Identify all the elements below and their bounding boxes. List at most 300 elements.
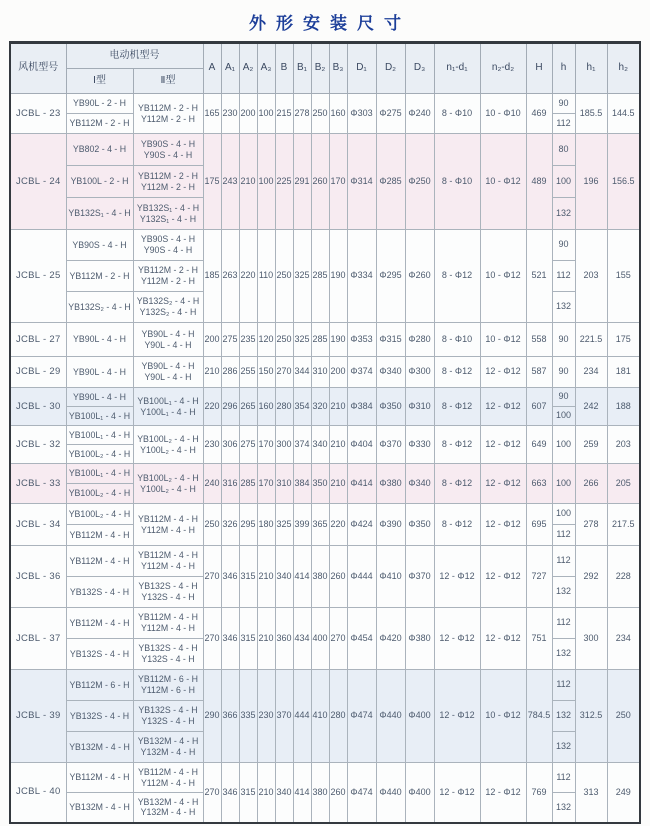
motor-model-line: YB112M - 2 - H [138,102,198,113]
motor-type2-cell [133,608,203,639]
dim-value-cell-10: Φ310 [405,388,434,426]
dim-value-cell-6: 320 [311,388,329,426]
col-header-dim-12: n₂-d₂ [480,43,526,94]
motor-model-line: Y112M - 4 - H [140,561,196,571]
col-header-dim-5: B₁ [293,43,311,94]
h-value-cell: 100 [552,407,575,426]
motor-model-line: Y132S₁ - 4 - H [139,213,197,224]
dim-value-cell-1: 296 [221,388,239,426]
h2-value-cell: 228 [607,546,640,608]
h1-value-cell: 312.5 [575,670,607,763]
motor-model-line: YB90L - 4 - H [141,328,195,339]
dim-value-cell-8: Φ444 [347,546,376,608]
col-header-dim-3: A₃ [257,43,275,94]
motor-type1-cell: YB132S₂ - 4 - H [66,292,133,323]
fan-model-cell: JCBL - 33 [10,464,66,504]
col-header-dim-13: H [526,43,552,94]
motor-model-line: YB100L₂ - 4 - H [137,433,199,444]
fan-model-cell: JCBL - 34 [10,504,66,546]
dim-value-cell-4: 250 [275,323,293,357]
motor-type1-cell: YB132S - 4 - H [66,577,133,608]
dim-value-cell-1: 306 [221,426,239,464]
dim-value-cell-13: 649 [526,426,552,464]
dim-value-cell-4: 225 [275,134,293,230]
motor-model-line: YB112M - 2 - H [138,170,198,181]
dim-value-cell-3: 230 [257,670,275,763]
dim-value-cell-8: Φ424 [347,504,376,546]
dim-value-cell-11: 8 - Φ12 [434,464,480,504]
motor-type2-cell [133,94,203,134]
h-value-cell: 90 [552,357,575,388]
motor-type1-cell: YB90L - 4 - H [66,388,133,407]
motor-type1-cell: YB112M - 4 - H [66,763,133,793]
motor-model-line: Y100L₁ - 4 - H [140,406,196,417]
dim-value-cell-12: 12 - Φ12 [480,546,526,608]
dim-value-cell-12: 12 - Φ12 [480,464,526,504]
dim-value-cell-7: 210 [329,388,347,426]
dim-value-cell-2: 275 [239,426,257,464]
dim-value-cell-4: 215 [275,94,293,134]
fan-model-cell: JCBL - 40 [10,763,66,823]
dim-value-cell-4: 340 [275,763,293,823]
dim-value-cell-6: 260 [311,134,329,230]
h-value-cell: 132 [552,701,575,732]
motor-type2-cell [133,464,203,504]
dim-value-cell-9: Φ275 [376,94,405,134]
motor-type1-cell: YB802 - 4 - H [66,134,133,166]
dim-value-cell-6: 400 [311,608,329,670]
motor-type2-cell [133,732,203,763]
dim-value-cell-3: 160 [257,388,275,426]
motor-model-line: Y132M - 4 - H [140,747,196,757]
h-value-cell: 132 [552,198,575,230]
dim-value-cell-10: Φ260 [405,230,434,323]
motor-type1-cell: YB132M - 4 - H [66,793,133,823]
dim-value-cell-12: 10 - Φ12 [480,230,526,323]
h2-value-cell: 217.5 [607,504,640,546]
motor-model-line: YB132S - 4 - H [138,705,198,716]
motor-model-line: Y112M - 6 - H [140,685,196,695]
dim-value-cell-2: 255 [239,357,257,388]
dim-value-cell-11: 12 - Φ12 [434,670,480,763]
h2-value-cell: 205 [607,464,640,504]
dim-value-cell-6: 350 [311,464,329,504]
table-body [10,94,640,823]
motor-type1-cell: YB112M - 4 - H [66,608,133,639]
h-value-cell: 112 [552,525,575,546]
dim-value-cell-3: 150 [257,357,275,388]
motor-type1-cell: YB112M - 4 - H [66,546,133,577]
dim-value-cell-7: 210 [329,464,347,504]
motor-model-line: YB90S - 4 - H [140,234,196,245]
h1-value-cell: 203 [575,230,607,323]
h2-value-cell: 175 [607,323,640,357]
dim-value-cell-9: Φ295 [376,230,405,323]
dim-value-cell-1: 263 [221,230,239,323]
dim-value-cell-6: 380 [311,546,329,608]
dim-value-cell-11: 8 - Φ12 [434,426,480,464]
h-value-cell: 112 [552,670,575,701]
motor-type2-cell [133,388,203,426]
dim-value-cell-7: 260 [329,546,347,608]
motor-model-line: Y90L - 4 - H [144,339,192,350]
h-value-cell: 100 [552,504,575,525]
motor-model-line: Y100L₂ - 4 - H [140,444,196,455]
dim-value-cell-10: Φ280 [405,323,434,357]
motor-type2-cell [133,357,203,388]
motor-model-line: Y90L - 4 - H [144,372,192,382]
h-value-cell: 90 [552,230,575,261]
motor-type2-cell [133,577,203,608]
h-value-cell: 112 [552,546,575,577]
h2-value-cell: 181 [607,357,640,388]
dim-value-cell-13: 663 [526,464,552,504]
dim-value-cell-8: Φ303 [347,94,376,134]
dim-value-cell-8: Φ353 [347,323,376,357]
dim-value-cell-1: 346 [221,608,239,670]
dim-value-cell-0: 270 [203,763,221,823]
h2-value-cell: 144.5 [607,94,640,134]
dim-value-cell-4: 340 [275,546,293,608]
col-header-dim-10: D₃ [405,43,434,94]
motor-type1-cell: YB100L₁ - 4 - H [66,407,133,426]
dim-value-cell-13: 769 [526,763,552,823]
dim-value-cell-6: 285 [311,230,329,323]
h-value-cell: 90 [552,323,575,357]
motor-model-line: Y112M - 2 - H [140,181,196,192]
dim-value-cell-8: Φ414 [347,464,376,504]
motor-type1-cell: YB132S₁ - 4 - H [66,198,133,230]
motor-type1-cell: YB112M - 4 - H [66,525,133,546]
col-header-dim-1: A₁ [221,43,239,94]
h2-value-cell: 249 [607,763,640,823]
dim-value-cell-9: Φ420 [376,608,405,670]
dim-value-cell-11: 8 - Φ12 [434,388,480,426]
dim-value-cell-5: 399 [293,504,311,546]
h1-value-cell: 259 [575,426,607,464]
dim-value-cell-2: 315 [239,546,257,608]
motor-model-line: Y112M - 2 - H [140,113,196,124]
dim-value-cell-7: 170 [329,134,347,230]
h-value-cell: 100 [552,426,575,464]
dim-value-cell-4: 270 [275,357,293,388]
table-row [10,608,640,639]
motor-model-line: YB132M - 4 - H [137,796,199,807]
motor-model-line: YB112M - 6 - H [138,674,198,685]
dim-value-cell-7: 190 [329,230,347,323]
h1-value-cell: 313 [575,763,607,823]
dim-value-cell-6: 250 [311,94,329,134]
dim-value-cell-10: Φ400 [405,763,434,823]
dim-value-cell-3: 100 [257,94,275,134]
dim-value-cell-9: Φ390 [376,504,405,546]
motor-type2-cell [133,166,203,198]
col-header-dim-2: A₂ [239,43,257,94]
dim-value-cell-5: 325 [293,230,311,323]
dim-value-cell-4: 325 [275,504,293,546]
motor-type1-cell: YB112M - 6 - H [66,670,133,701]
dim-value-cell-1: 286 [221,357,239,388]
dim-value-cell-2: 295 [239,504,257,546]
dim-value-cell-7: 210 [329,426,347,464]
dim-value-cell-11: 8 - Φ12 [434,357,480,388]
dim-value-cell-4: 250 [275,230,293,323]
dim-value-cell-1: 326 [221,504,239,546]
dim-value-cell-1: 346 [221,763,239,823]
motor-model-line: YB100L₂ - 4 - H [137,472,199,483]
dim-value-cell-13: 489 [526,134,552,230]
h-value-cell: 112 [552,608,575,639]
motor-model-line: Y112M - 4 - H [140,777,196,788]
dim-value-cell-5: 325 [293,323,311,357]
dim-value-cell-13: 727 [526,546,552,608]
dim-value-cell-12: 10 - Φ12 [480,670,526,763]
motor-model-line: Y90S - 4 - H [143,245,193,255]
dim-value-cell-0: 210 [203,357,221,388]
dim-value-cell-3: 100 [257,134,275,230]
h-value-cell: 100 [552,166,575,198]
h1-value-cell: 266 [575,464,607,504]
fan-model-cell: JCBL - 25 [10,230,66,323]
dim-value-cell-3: 120 [257,323,275,357]
dim-value-cell-12: 10 - Φ10 [480,94,526,134]
h1-value-cell: 278 [575,504,607,546]
dim-value-cell-7: 200 [329,357,347,388]
dim-value-cell-3: 210 [257,763,275,823]
dim-value-cell-11: 8 - Φ10 [434,94,480,134]
dim-value-cell-0: 185 [203,230,221,323]
motor-model-line: Y112M - 2 - H [140,276,196,286]
dim-value-cell-13: 784.5 [526,670,552,763]
dim-value-cell-7: 260 [329,763,347,823]
motor-type1-cell: YB90L - 4 - H [66,357,133,388]
fan-model-cell: JCBL - 39 [10,670,66,763]
fan-model-cell: JCBL - 29 [10,357,66,388]
motor-model-line: YB132S₁ - 4 - H [136,202,200,213]
h-value-cell: 132 [552,639,575,670]
h-value-cell: 112 [552,763,575,793]
h-value-cell: 112 [552,261,575,292]
dim-value-cell-13: 521 [526,230,552,323]
h1-value-cell: 292 [575,546,607,608]
h2-value-cell: 250 [607,670,640,763]
dim-value-cell-0: 270 [203,546,221,608]
motor-type2-cell [133,701,203,732]
dim-value-cell-2: 210 [239,134,257,230]
motor-model-line: YB132S₂ - 4 - H [136,296,200,307]
dim-value-cell-10: Φ370 [405,546,434,608]
dim-value-cell-13: 751 [526,608,552,670]
dim-value-cell-11: 12 - Φ12 [434,763,480,823]
dim-value-cell-5: 291 [293,134,311,230]
motor-model-line: YB90L - 4 - H [141,361,195,372]
dim-value-cell-8: Φ384 [347,388,376,426]
motor-model-line: Y132S - 4 - H [141,716,195,726]
motor-model-line: YB112M - 4 - H [138,612,198,623]
dim-value-cell-10: Φ300 [405,357,434,388]
dim-value-cell-13: 469 [526,94,552,134]
motor-model-line: Y100L₂ - 4 - H [140,483,196,494]
dim-value-cell-2: 220 [239,230,257,323]
dim-value-cell-4: 360 [275,608,293,670]
h-value-cell: 90 [552,94,575,114]
col-header-type2: Ⅱ型 [133,69,203,94]
motor-type2-cell [133,261,203,292]
dim-value-cell-0: 250 [203,504,221,546]
dim-value-cell-5: 414 [293,546,311,608]
motor-type1-cell: YB100L₂ - 4 - H [66,504,133,525]
dim-value-cell-0: 230 [203,426,221,464]
dim-value-cell-2: 285 [239,464,257,504]
dim-value-cell-11: 12 - Φ12 [434,546,480,608]
table-row [10,504,640,525]
table-row [10,464,640,484]
col-header-dim-8: D₁ [347,43,376,94]
col-header-dim-14: h [552,43,575,94]
dim-value-cell-10: Φ400 [405,670,434,763]
col-header-dim-15: h₁ [575,43,607,94]
dim-value-cell-13: 607 [526,388,552,426]
h1-value-cell: 185.5 [575,94,607,134]
h-value-cell: 112 [552,114,575,134]
dim-value-cell-0: 240 [203,464,221,504]
dim-value-cell-9: Φ440 [376,763,405,823]
motor-type1-cell: YB132S - 4 - H [66,701,133,732]
dim-value-cell-8: Φ404 [347,426,376,464]
dim-value-cell-5: 384 [293,464,311,504]
dim-value-cell-4: 310 [275,464,293,504]
dim-value-cell-12: 12 - Φ12 [480,357,526,388]
dim-value-cell-11: 8 - Φ10 [434,323,480,357]
h-value-cell: 132 [552,732,575,763]
dim-value-cell-1: 243 [221,134,239,230]
motor-type2-cell [133,546,203,577]
motor-model-line: YB132M - 4 - H [137,736,199,747]
table-row [10,763,640,793]
h1-value-cell: 242 [575,388,607,426]
motor-type1-cell: YB112M - 2 - H [66,114,133,134]
dim-value-cell-3: 180 [257,504,275,546]
h2-value-cell: 156.5 [607,134,640,230]
fan-model-cell: JCBL - 32 [10,426,66,464]
dim-value-cell-2: 235 [239,323,257,357]
motor-type1-cell: YB100L₁ - 4 - H [66,426,133,445]
dim-value-cell-2: 315 [239,608,257,670]
table-row [10,670,640,701]
fan-model-cell: JCBL - 30 [10,388,66,426]
dim-value-cell-12: 10 - Φ12 [480,134,526,230]
fan-model-cell: JCBL - 23 [10,94,66,134]
h-value-cell: 132 [552,292,575,323]
h1-value-cell: 300 [575,608,607,670]
col-header-type1: Ⅰ型 [66,69,133,94]
dim-value-cell-2: 200 [239,94,257,134]
dim-value-cell-7: 220 [329,504,347,546]
dim-value-cell-2: 335 [239,670,257,763]
dim-value-cell-0: 270 [203,608,221,670]
dim-value-cell-9: Φ440 [376,670,405,763]
col-header-dim-7: B₃ [329,43,347,94]
dim-value-cell-12: 12 - Φ12 [480,763,526,823]
h-value-cell: 132 [552,793,575,823]
dim-value-cell-1: 346 [221,546,239,608]
dim-value-cell-11: 12 - Φ12 [434,608,480,670]
motor-model-line: YB112M - 4 - H [138,766,198,777]
motor-type1-cell: YB90L - 4 - H [66,323,133,357]
dimension-table [9,41,641,824]
motor-type1-cell: YB100L₁ - 4 - H [66,464,133,484]
dim-value-cell-5: 354 [293,388,311,426]
motor-type1-cell: YB132M - 4 - H [66,732,133,763]
motor-model-line: YB100L₁ - 4 - H [137,395,199,406]
motor-model-line: Y90S - 4 - H [143,149,193,160]
table-row [10,546,640,577]
col-header-dim-4: B [275,43,293,94]
dim-value-cell-3: 210 [257,546,275,608]
dim-value-cell-5: 278 [293,94,311,134]
dim-value-cell-4: 300 [275,426,293,464]
table-row [10,323,640,357]
col-header-dim-9: D₂ [376,43,405,94]
dim-value-cell-5: 444 [293,670,311,763]
dim-value-cell-8: Φ374 [347,357,376,388]
dim-value-cell-8: Φ314 [347,134,376,230]
col-header-dim-6: B₂ [311,43,329,94]
dim-value-cell-0: 220 [203,388,221,426]
dim-value-cell-4: 370 [275,670,293,763]
dim-value-cell-12: 12 - Φ12 [480,388,526,426]
motor-model-line: YB132S - 4 - H [138,581,198,592]
motor-model-line: YB90S - 4 - H [140,138,196,149]
dim-value-cell-9: Φ350 [376,388,405,426]
dim-value-cell-8: Φ474 [347,670,376,763]
h-value-cell: 80 [552,134,575,166]
motor-type2-cell [133,670,203,701]
table-row [10,388,640,407]
dim-value-cell-2: 315 [239,763,257,823]
dim-value-cell-7: 280 [329,670,347,763]
table-row [10,134,640,166]
col-header-motor-model: 电动机型号 [66,43,203,69]
h1-value-cell: 196 [575,134,607,230]
dim-value-cell-6: 380 [311,763,329,823]
dim-value-cell-11: 8 - Φ12 [434,504,480,546]
dim-value-cell-5: 434 [293,608,311,670]
dim-value-cell-8: Φ334 [347,230,376,323]
dim-value-cell-2: 265 [239,388,257,426]
dim-value-cell-9: Φ315 [376,323,405,357]
h-value-cell: 100 [552,464,575,504]
motor-type1-cell: YB100L₂ - 4 - H [66,484,133,504]
h2-value-cell: 188 [607,388,640,426]
motor-type2-cell [133,230,203,261]
motor-type2-cell [133,793,203,823]
dim-value-cell-5: 414 [293,763,311,823]
dim-value-cell-12: 12 - Φ12 [480,426,526,464]
dim-value-cell-9: Φ410 [376,546,405,608]
motor-type1-cell: YB90L - 2 - H [66,94,133,114]
motor-type2-cell [133,763,203,793]
motor-model-line: Y112M - 4 - H [140,524,196,535]
motor-type2-cell [133,134,203,166]
dim-value-cell-6: 285 [311,323,329,357]
dim-value-cell-10: Φ250 [405,134,434,230]
col-header-dim-0: A [203,43,221,94]
table-row [10,230,640,261]
dim-value-cell-9: Φ380 [376,464,405,504]
h1-value-cell: 234 [575,357,607,388]
dim-value-cell-8: Φ474 [347,763,376,823]
